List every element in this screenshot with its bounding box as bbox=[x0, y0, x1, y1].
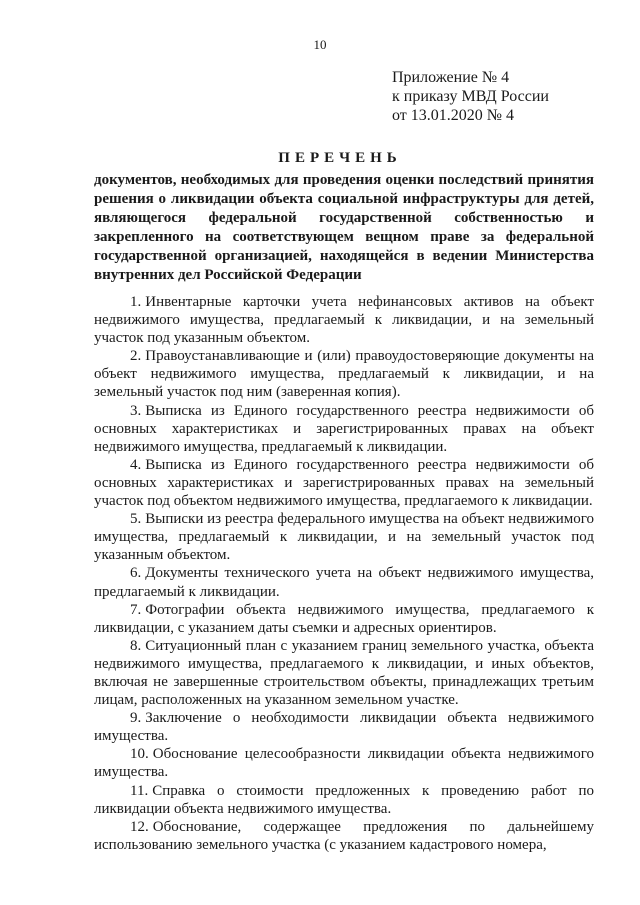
list-item-number: 11. bbox=[130, 782, 149, 799]
appendix-line: Приложение № 4 bbox=[392, 69, 510, 86]
list-item-number: 2. bbox=[130, 348, 142, 365]
list-item bbox=[94, 637, 594, 709]
list-item bbox=[94, 818, 594, 854]
list-item bbox=[94, 402, 594, 456]
list-item-number: 8. bbox=[130, 637, 142, 654]
list-item-number: 1. bbox=[130, 294, 142, 310]
list-item-text: Инвентарные карточки учета нефинансовых активов на объект недвижимого имущества, предлагаемый к ликвидации, и на земельный участок под указанным объектом. bbox=[94, 294, 594, 347]
list-item-text: Фотографии объекта недвижимого имущества, предлагаемого к ликвидации, с указанием даты съемки и адресных ориентиров. bbox=[94, 601, 594, 636]
list-item-number: 4. bbox=[130, 456, 142, 473]
list-item-number: 6. bbox=[130, 565, 142, 582]
list-item-text: Обоснование, содержащее предложения по дальнейшему использованию земельного участка (с указанием кадастрового номера, bbox=[94, 818, 594, 853]
page-number: 10 bbox=[313, 37, 327, 52]
list-item-text: Выписки из реестра федерального имущества на объект недвижимого имущества, предлагаемый к ликвидации, и на земельный участок под указанным объектом. bbox=[94, 511, 594, 564]
list-item-number: 12. bbox=[130, 818, 149, 835]
appendix-line: от 13.01.2020 № 4 bbox=[392, 107, 515, 124]
list-item bbox=[94, 782, 594, 818]
list-item bbox=[94, 293, 594, 347]
list-item-number: 7. bbox=[130, 601, 142, 618]
document-title: ПЕРЕЧЕНЬ bbox=[278, 150, 402, 166]
list-item bbox=[94, 347, 594, 401]
appendix-line: к приказу МВД России bbox=[392, 88, 549, 105]
list-item-text: Документы технического учета на объект недвижимого имущества, предлагаемый к ликвидации. bbox=[94, 565, 594, 600]
list-item-number: 5. bbox=[130, 511, 142, 528]
list-item-number: 3. bbox=[130, 402, 142, 419]
document-list bbox=[94, 293, 594, 854]
list-item-text: Обоснование целесообразности ликвидации объекта недвижимого имущества. bbox=[94, 746, 594, 781]
document-subtitle: документов, необходимых для проведения оценки последствий принятия решения о ликвидации объекта социальной инфраструктуры для детей, являющегося федеральной государственной собственностью и закрепленного на соответствующем вещном праве за федеральной государственной организацией, находящейся в ведении Министерства внутренних дел Российской Федерации bbox=[94, 172, 594, 283]
list-item-number: 10. bbox=[130, 746, 149, 763]
list-item-text: Справка о стоимости предложенных к проведению работ по ликвидации объекта недвижимого имущества. bbox=[94, 782, 594, 817]
appendix-header bbox=[392, 68, 549, 125]
list-item bbox=[94, 601, 594, 637]
list-item-number: 9. bbox=[130, 710, 142, 727]
list-item bbox=[94, 709, 594, 745]
list-item bbox=[94, 510, 594, 564]
list-item bbox=[94, 456, 594, 510]
list-item-text: Ситуационный план с указанием границ земельного участка, объекта недвижимого имущества, предлагаемого к ликвидации, и иных объектов, включая не завершенные строительством объекты, принадлежащих третьим лицам, расположенных на указанном земельном участке. bbox=[94, 637, 594, 709]
list-item bbox=[94, 745, 594, 781]
list-item-text: Правоустанавливающие и (или) правоудостоверяющие документы на объект недвижимого имущества, предлагаемый к ликвидации, и на земельный участок под ним (заверенная копия). bbox=[94, 348, 594, 401]
list-item-text: Выписка из Единого государственного реестра недвижимости об основных характеристиках и зарегистрированных правах на объект недвижимого имущества, предлагаемый к ликвидации. bbox=[94, 402, 594, 455]
list-item-text: Выписка из Единого государственного реестра недвижимости об основных характеристиках и зарегистрированных правах на земельный участок под объектом недвижимого имущества, предлагаемого к ликвидации. bbox=[94, 456, 594, 510]
list-item-text: Заключение о необходимости ликвидации объекта недвижимого имущества. bbox=[94, 710, 594, 745]
list-item bbox=[94, 564, 594, 600]
